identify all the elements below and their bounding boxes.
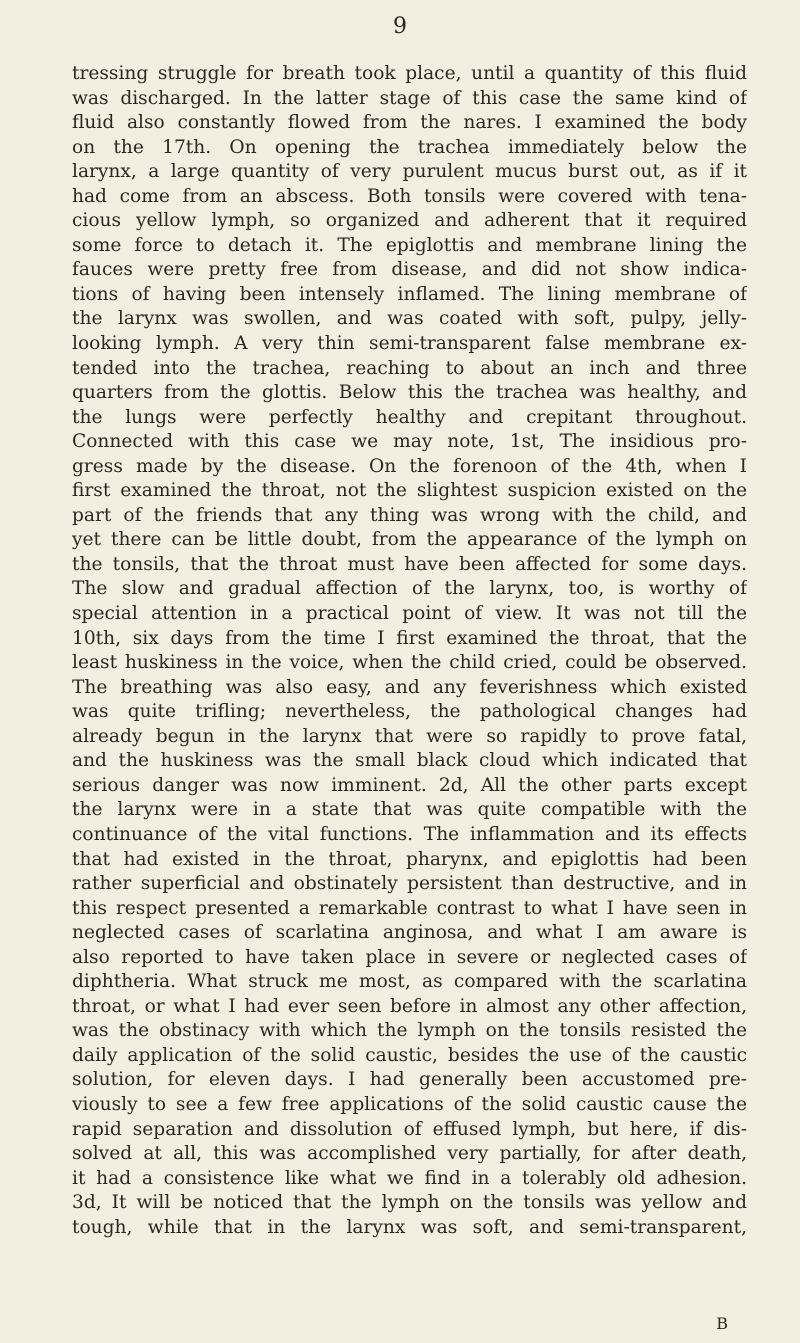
body-text xyxy=(72,62,747,1240)
page-number: 9 xyxy=(393,14,407,39)
text-line: solved at all, this was accomplished very partially, for after death, xyxy=(72,1143,747,1165)
text-line: already begun in the larynx that were so rapidly to prove fatal, xyxy=(72,725,747,747)
text-line: quarters from the glottis. Below this the trachea was healthy, and xyxy=(72,382,747,404)
text-line: the larynx were in a state that was quite compatible with the xyxy=(72,799,747,821)
text-line: throat, or what I had ever seen before in almost any other affection, xyxy=(72,995,747,1017)
text-line: and the huskiness was the small black cloud which indicated that xyxy=(72,750,747,772)
text-line: fauces were pretty free from disease, and did not show indica- xyxy=(72,259,747,281)
text-line: The slow and gradual affection of the larynx, too, is worthy of xyxy=(72,578,747,600)
text-line: tended into the trachea, reaching to about an inch and three xyxy=(72,357,747,379)
text-line: neglected cases of scarlatina anginosa, and what I am aware is xyxy=(72,922,747,944)
text-line: gress made by the disease. On the forenoon of the 4th, when I xyxy=(72,455,747,477)
text-line: 3d, It will be noticed that the lymph on the tonsils was yellow and xyxy=(72,1192,747,1214)
text-line: had come from an abscess. Both tonsils were covered with tena- xyxy=(72,185,747,207)
text-line: diphtheria. What struck me most, as compared with the scarlatina xyxy=(72,971,747,993)
text-line: rapid separation and dissolution of effused lymph, but here, if dis- xyxy=(72,1118,747,1140)
text-line: Connected with this case we may note, 1st, The insidious pro- xyxy=(72,431,747,453)
text-line: tressing struggle for breath took place, until a quantity of this fluid xyxy=(72,63,747,84)
text-line: also reported to have taken place in severe or neglected cases of xyxy=(72,946,747,968)
text-line: was quite trifling; nevertheless, the pathological changes had xyxy=(72,701,747,723)
text-line: serious danger was now imminent. 2d, All the other parts except xyxy=(72,774,747,796)
text-line: this respect presented a remarkable contrast to what I have seen in xyxy=(72,897,747,919)
text-line: rather superficial and obstinately persistent than destructive, and in xyxy=(72,873,747,895)
text-line: tions of having been intensely inflamed. The lining membrane of xyxy=(72,283,747,305)
text-line: the larynx was swollen, and was coated with soft, pulpy, jelly- xyxy=(72,308,747,330)
text-line: was discharged. In the latter stage of this case the same kind of xyxy=(72,87,747,109)
text-line: daily application of the solid caustic, besides the use of the caustic xyxy=(72,1044,747,1066)
text-line: first examined the throat, not the slightest suspicion existed on the xyxy=(72,480,747,502)
text-line: fluid also constantly flowed from the nares. I examined the body xyxy=(72,112,747,134)
text-line: on the 17th. On opening the trachea immediately below the xyxy=(72,136,747,158)
text-line: part of the friends that any thing was wrong with the child, and xyxy=(72,504,747,526)
text-line: yet there can be little doubt, from the appearance of the lymph on xyxy=(72,529,747,551)
text-line: the tonsils, that the throat must have been affected for some days. xyxy=(72,553,747,575)
text-line: solution, for eleven days. I had generally been accustomed pre- xyxy=(72,1069,747,1091)
text-line: The breathing was also easy, and any feverishness which existed xyxy=(72,676,747,698)
text-line: 10th, six days from the time I first examined the throat, that the xyxy=(72,627,747,649)
text-line: viously to see a few free applications of the solid caustic cause the xyxy=(72,1093,747,1115)
text-line: larynx, a large quantity of very purulent mucus burst out, as if it xyxy=(72,161,747,183)
text-line: some force to detach it. The epiglottis and membrane lining the xyxy=(72,234,747,256)
text-line: the lungs were perfectly healthy and crepitant throughout. xyxy=(72,406,747,428)
text-line: was the obstinacy with which the lymph on the tonsils resisted the xyxy=(72,1020,747,1042)
text-line: tough, while that in the larynx was soft, and semi-transparent, xyxy=(72,1216,747,1238)
text-line: least huskiness in the voice, when the child cried, could be observed. xyxy=(72,652,747,674)
text-line: special attention in a practical point of view. It was not till the xyxy=(72,603,747,625)
text-line: continuance of the vital functions. The inflammation and its effects xyxy=(72,823,747,845)
text-line: cious yellow lymph, so organized and adherent that it required xyxy=(72,210,747,232)
text-line: looking lymph. A very thin semi-transparent false membrane ex- xyxy=(72,333,747,355)
text-line: it had a consistence like what we find in a tolerably old adhesion. xyxy=(72,1167,747,1189)
signature-mark: B xyxy=(716,1314,728,1333)
text-line: that had existed in the throat, pharynx, and epiglottis had been xyxy=(72,848,747,870)
